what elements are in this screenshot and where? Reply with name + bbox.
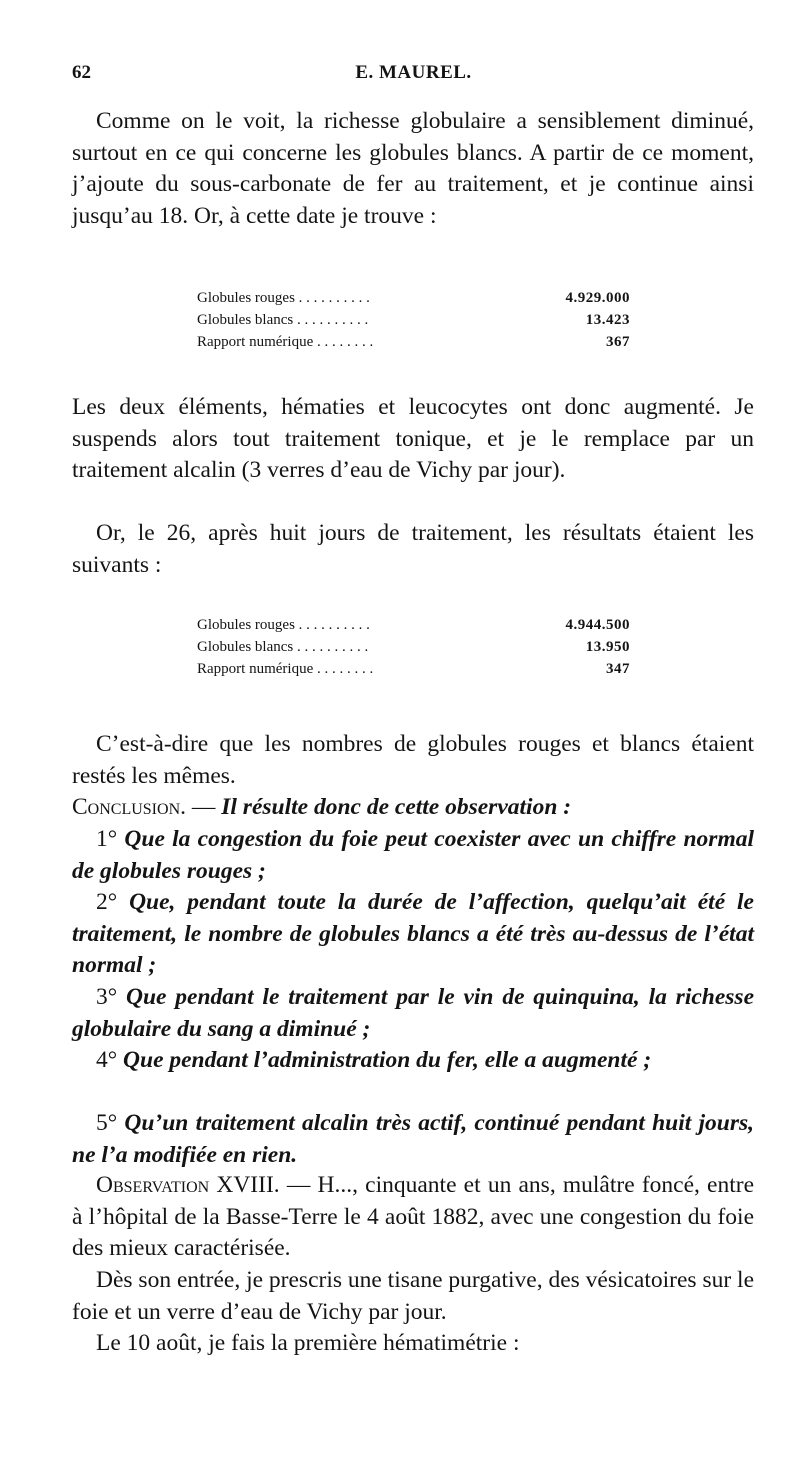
conclusion-item-2: [72, 887, 754, 982]
item-text: Que pendant le traitement par le vin de quinquina, la richesse globulaire du sang a diminué ;: [72, 984, 755, 1042]
conclusion-dash: —: [186, 794, 222, 820]
table-row: [197, 636, 630, 658]
row-label: Rapport numérique . . . . . . . .: [197, 661, 374, 677]
conclusion-item-1: [72, 824, 754, 887]
paragraph-6: Dès son entrée, je prescris une tisane purgative, des vésicatoires sur le foie et un verre d’eau de Vichy par jour.: [72, 1267, 754, 1325]
conclusion-intro: Il résulte donc de cette observation :: [221, 794, 572, 820]
blood-count-table-1: [197, 287, 630, 353]
paragraph-1: Comme on le voit, la richesse globulaire a sensiblement diminué, surtout en ce qui concerne les globules blancs. A partir de ce moment, j’ajoute du sous-carbonate de fer au traitement, et je continue ainsi jusqu’au 18. Or, à cette date je trouve :: [72, 108, 754, 229]
paragraph-3: Or, le 26, après huit jours de traitement, les résultats étaient les suivants :: [72, 520, 754, 578]
item-number: 5°: [96, 1110, 118, 1136]
item-number: 3°: [96, 984, 118, 1010]
observation-xviii: [72, 1170, 754, 1265]
observation-label: Observation XVIII.: [96, 1172, 280, 1198]
row-value: 347: [606, 661, 630, 677]
row-value: 4.929.000: [565, 290, 630, 306]
row-label: Globules blancs . . . . . . . . . .: [197, 639, 369, 655]
running-title: E. MAUREL.: [355, 62, 472, 83]
item-number: 2°: [96, 889, 118, 915]
table-row: [197, 309, 630, 331]
row-value: 13.423: [585, 312, 630, 328]
running-header: [72, 62, 755, 86]
page-number: 62: [72, 62, 91, 83]
item-text: Qu’un traitement alcalin très actif, continué pendant huit jours, ne l’a modifiée en rien.: [72, 1110, 754, 1168]
table-row: [197, 287, 630, 309]
conclusion-label: Conclusion.: [72, 794, 186, 820]
table-row: [197, 331, 630, 353]
item-text: Que la congestion du foie peut coexister avec un chiffre normal de globules rouges ;: [72, 826, 755, 884]
row-value: 13.950: [585, 639, 630, 655]
row-label: Rapport numérique . . . . . . . .: [197, 334, 374, 350]
item-number: 1°: [96, 826, 118, 852]
item-number: 4°: [96, 1047, 118, 1073]
table-row: [197, 658, 630, 680]
observation-text: — H..., cinquante et un ans, mulâtre foncé, entre à l’hôpital de la Basse-Terre le 4 août 1882, avec une congestion du foie des mieux caractérisée.: [72, 1172, 755, 1261]
conclusion-item-4: [72, 1045, 754, 1077]
row-label: Globules rouges . . . . . . . . . .: [197, 617, 370, 633]
row-label: Globules blancs . . . . . . . . . .: [197, 312, 369, 328]
row-label: Globules rouges . . . . . . . . . .: [197, 290, 370, 306]
item-text: Que pendant l’administration du fer, elle a augmenté ;: [123, 1047, 652, 1073]
conclusion-heading: [72, 792, 754, 824]
table-row: [197, 614, 630, 636]
paragraph-7: Le 10 août, je fais la première hématimétrie :: [96, 1330, 520, 1356]
paragraph-2: Les deux éléments, hématies et leucocytes ont donc augmenté. Je suspends alors tout traitement tonique, et je le remplace par un traitement alcalin (3 verres d’eau de Vichy par jour).: [72, 394, 754, 483]
row-value: 4.944.500: [565, 617, 630, 633]
blood-count-table-2: [197, 614, 630, 680]
conclusion-item-3: [72, 982, 754, 1045]
conclusion-item-5: [72, 1108, 754, 1171]
paragraph-4: C’est-à-dire que les nombres de globules rouges et blancs étaient restés les mêmes.: [72, 731, 754, 789]
row-value: 367: [606, 334, 630, 350]
item-text: Que, pendant toute la durée de l’affection, quelqu’ait été le traitement, le nombre de globules blancs a été très au-dessus de l’état normal ;: [72, 889, 754, 978]
